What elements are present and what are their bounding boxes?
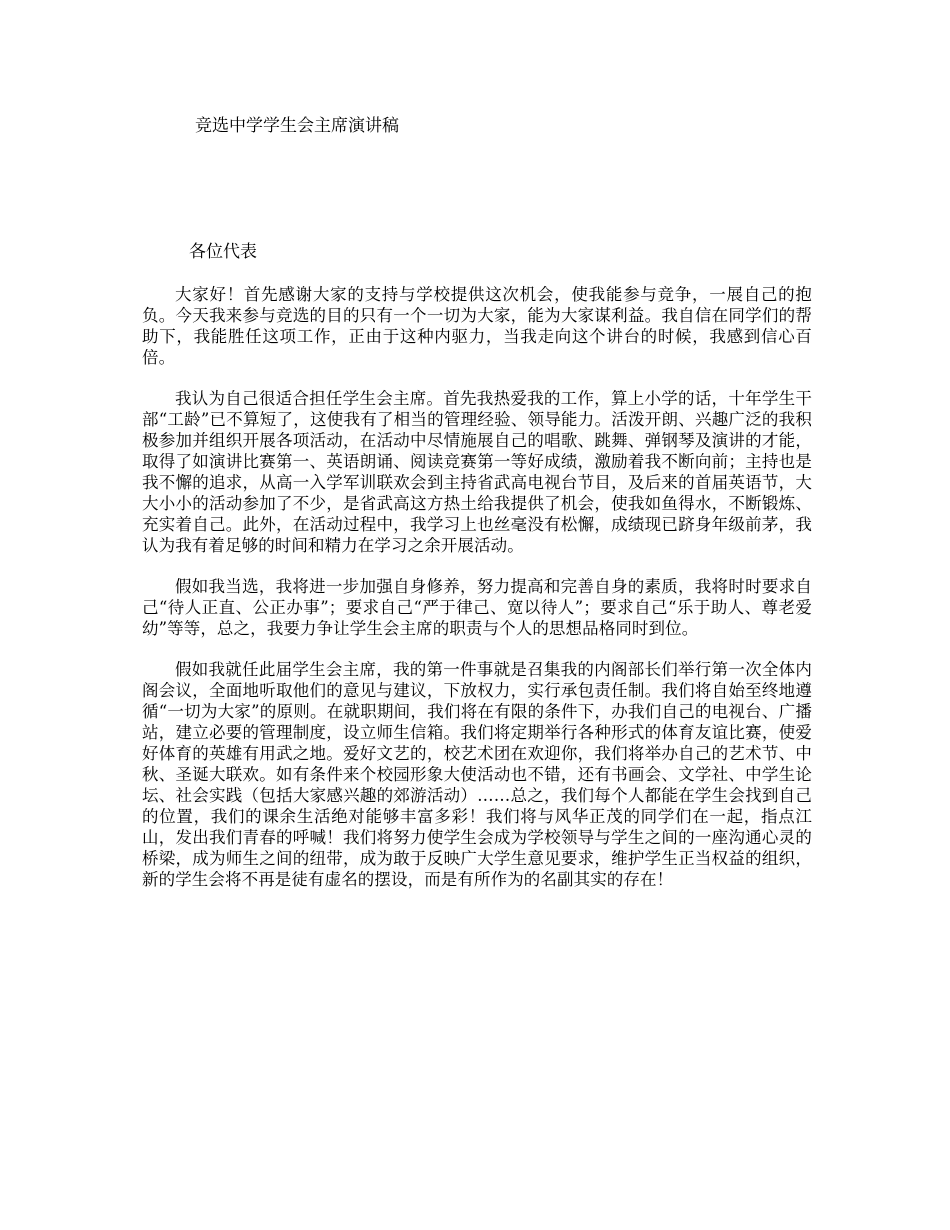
paragraph-greeting: 大家好！首先感谢大家的支持与学校提供这次机会，使我能参与竞争，一展自己的抱负。今天我来参与竞选的目的只有一个一切为大家，能为大家谋利益。我自信在同学们的帮助下，我能胜任这项工作，正由于这种内驱力，当我走向这个讲台的时候，我感到信心百倍。 [142, 285, 812, 367]
salutation: 各位代表 [189, 242, 257, 262]
paragraph-plans: 假如我就任此届学生会主席，我的第一件事就是召集我的内阁部长们举行第一次全体内阁会议，全面地听取他们的意见与建议，下放权力，实行承包责任制。我们将自始至终地遵循“一切为大家”的原则。在就职期间，我们将在有限的条件下，办我们自己的电视台、广播站，建立必要的管理制度，设立师生信箱。我们将定期举行各种形式的体育友谊比赛，使爱好体育的英雄有用武之地。爱好文艺的，校艺术团在欢迎你，我们将举办自己的艺术节、中秋、圣诞大联欢。如有条件来个校园形象大使活动也不错，还有书画会、文学社、中学生论坛、社会实践（包括大家感兴趣的郊游活动）……总之，我们每个人都能在学生会找到自己的位置，我们的课余生活绝对能够丰富多彩！我们将与风华正茂的同学们在一起，指点江山，发出我们青春的呼喊！我们将努力使学生会成为学校领导与学生之间的一座沟通心灵的桥梁，成为师生之间的纽带，成为敢于反映广大学生意见要求，维护学生正当权益的组织，新的学生会将不再是徒有虚名的摆设，而是有所作为的名副其实的存在！ [142, 660, 812, 889]
paragraph-commitment: 假如我当选，我将进一步加强自身修养，努力提高和完善自身的素质，我将时时要求自己“待人正直、公正办事”；要求自己“严于律己、宽以待人”；要求自己“乐于助人、尊老爱幼”等等，总之，我要力争让学生会主席的职责与个人的思想品格同时到位。 [142, 577, 812, 638]
speech-body [142, 284, 812, 910]
document-title: 竞选中学学生会主席演讲稿 [195, 116, 399, 136]
paragraph-qualifications: 我认为自己很适合担任学生会主席。首先我热爱我的工作，算上小学的话，十年学生干部“工龄”已不算短了，这使我有了相当的管理经验、领导能力。活泼开朗、兴趣广泛的我积极参加并组织开展各项活动，在活动中尽情施展自己的唱歌、跳舞、弹钢琴及演讲的才能，取得了如演讲比赛第一、英语朗诵、阅读竞赛第一等好成绩，激励着我不断向前；主持也是我不懈的追求，从高一入学军训联欢会到主持省武高电视台节目，及后来的首届英语节，大大小小的活动参加了不少，是省武高这方热土给我提供了机会，使我如鱼得水，不断锻炼、充实着自己。此外，在活动过程中，我学习上也丝毫没有松懈，成绩现已跻身年级前茅，我认为我有着足够的时间和精力在学习之余开展活动。 [142, 389, 812, 555]
